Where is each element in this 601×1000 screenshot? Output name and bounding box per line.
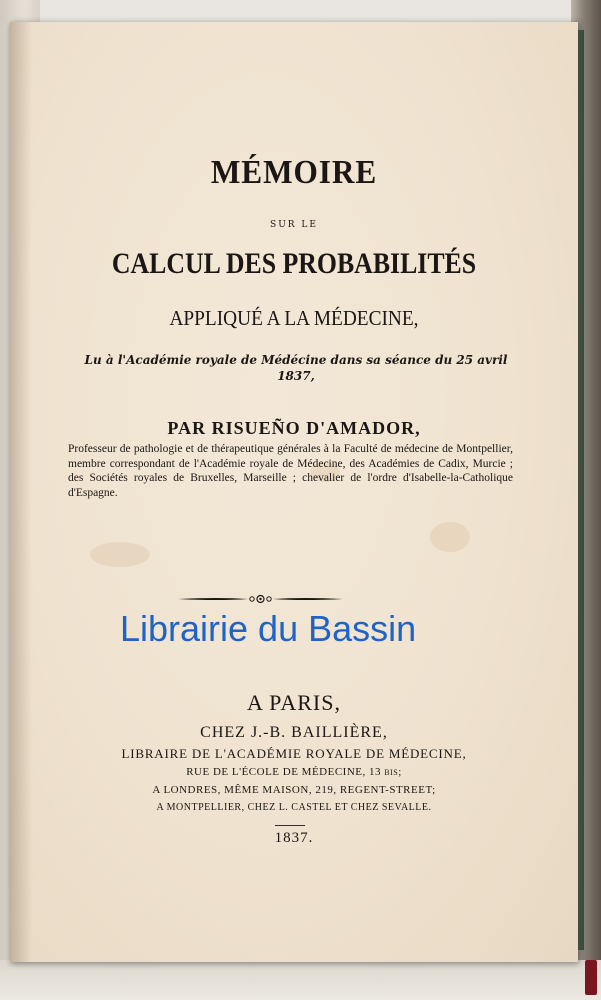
title-connector: SUR LE bbox=[270, 220, 318, 230]
publisher-address-paris: RUE DE L'ÉCOLE DE MÉDECINE, 13 bis; bbox=[186, 766, 402, 778]
author-name: PAR RISUEÑO D'AMADOR, bbox=[167, 418, 421, 438]
bookmark-ribbon-end bbox=[585, 960, 597, 995]
publisher-address-montpellier: A MONTPELLIER, CHEZ L. CASTEL ET CHEZ SEVALLE. bbox=[156, 802, 432, 813]
bookmark-ribbon bbox=[578, 30, 584, 950]
foxing-spot bbox=[90, 542, 150, 567]
background-surface bbox=[0, 960, 601, 1000]
reading-note: Lu à l'Académie royale de Médécine dans sa séance du 25 avril 1837, bbox=[84, 353, 508, 383]
book-title: MÉMOIRE bbox=[210, 154, 378, 191]
printers-ornament bbox=[178, 592, 343, 606]
book-subtitle: APPLIQUÉ A LA MÉDECINE, bbox=[169, 306, 419, 330]
publication-year: 1837. bbox=[274, 830, 314, 846]
title-page bbox=[10, 22, 578, 962]
foxing-spot bbox=[430, 522, 470, 552]
publisher-address-london: A LONDRES, MÊME MAISON, 219, REGENT-STREET; bbox=[152, 784, 436, 796]
publisher-name: CHEZ J.-B. BAILLIÈRE, bbox=[200, 724, 388, 741]
page-gutter-shadow bbox=[10, 22, 32, 962]
divider-rule bbox=[275, 825, 305, 826]
book-subject: CALCUL DES PROBABILITÉS bbox=[111, 247, 477, 280]
seller-watermark: Librairie du Bassin bbox=[120, 608, 417, 649]
publisher-role: LIBRAIRE DE L'ACADÉMIE ROYALE DE MÉDECINE, bbox=[121, 746, 467, 761]
author-credentials: Professeur de pathologie et de thérapeutique générales à la Faculté de médecine de Montpellier, membre correspondant de l'Académie royale de Médecine, des Académies de Cadix, Murcie ; des Sociétés royales de Bruxelles, Marseille ; chevalier de l'ordre d'Isabelle-la-Catholique d'Espagne. bbox=[68, 443, 513, 499]
publication-city: A PARIS, bbox=[246, 690, 341, 715]
